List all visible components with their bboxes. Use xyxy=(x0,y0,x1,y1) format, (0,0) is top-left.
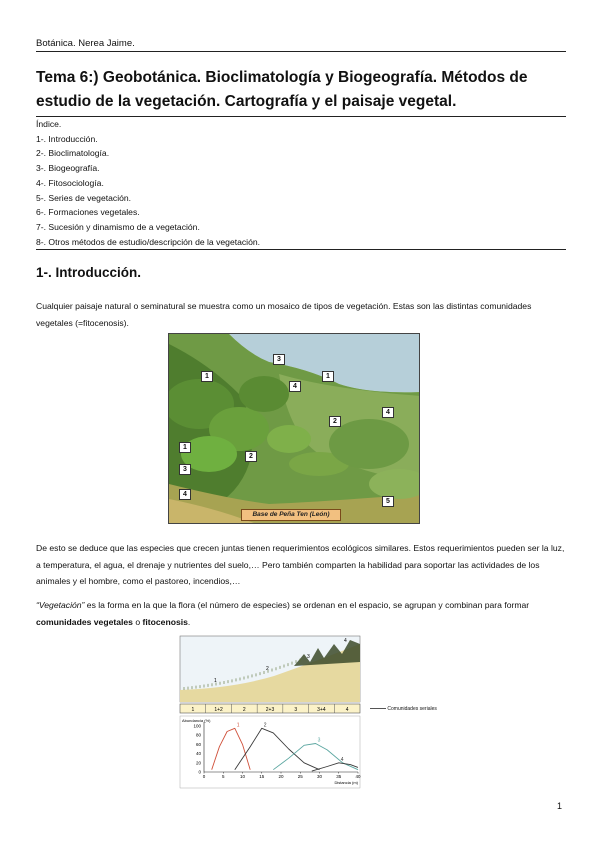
toc-item: 5-. Series de vegetación. xyxy=(36,192,132,203)
curve-label: 4 xyxy=(340,756,344,763)
toc-item: 2-. Bioclimatología. xyxy=(36,148,110,159)
paragraph-3-mid: o xyxy=(132,616,143,627)
seral-chart-svg xyxy=(174,632,368,790)
toc-item: 1-. Introducción. xyxy=(36,133,98,144)
legend-line xyxy=(370,708,386,709)
strip-label: 4 xyxy=(345,706,349,713)
page-title: Tema 6:) Geobotánica. Bioclimatología y Biogeografía. Métodos de estudio de la vegetación. Cartografía y el paisaje vegetal. xyxy=(36,69,528,110)
x-tick-label: 15 xyxy=(259,774,265,779)
legend-label-text: Comunidades seriales xyxy=(387,706,437,712)
y-axis-title: Abundancia (%) xyxy=(182,718,211,723)
photo-label: 4 xyxy=(179,489,191,500)
section-heading: 1-. Introducción. xyxy=(36,265,142,280)
landscape-photo xyxy=(168,333,420,524)
x-tick-label: 35 xyxy=(336,774,342,779)
term-vegetacion: “Vegetación” xyxy=(36,600,85,610)
paragraph-3-end: . xyxy=(187,616,191,627)
strip-label: 1 xyxy=(191,706,195,713)
y-tick-label: 100 xyxy=(193,723,201,729)
x-tick-label: 25 xyxy=(297,774,303,779)
strip-label: 2 xyxy=(242,706,246,713)
curve-label: 2 xyxy=(263,722,267,729)
photo-label: 2 xyxy=(245,451,257,462)
zone-label: 3 xyxy=(307,654,310,660)
zone-label: 4 xyxy=(344,638,347,644)
curve-label: 3 xyxy=(317,737,321,744)
paragraph-1: Cualquier paisaje natural o seminatural se muestra como un mosaico de tipos de vegetación. Estas son las distintas comunidades vegetales (=fitocenosis). xyxy=(36,301,532,328)
y-tick-label: 40 xyxy=(195,751,201,757)
legend-label xyxy=(370,706,437,712)
toc-item: 3-. Biogeografía. xyxy=(36,163,100,174)
zone-label: 2 xyxy=(266,666,269,672)
toc-item: 6-. Formaciones vegetales. xyxy=(36,207,140,218)
curve-label: 1 xyxy=(236,722,240,729)
photo-label: 1 xyxy=(179,442,191,453)
x-tick-label: 0 xyxy=(202,774,206,779)
toc-heading: Índice. xyxy=(36,119,62,129)
zone-label: 1 xyxy=(214,678,217,684)
chart-frame xyxy=(180,716,360,788)
paragraph-3 xyxy=(36,597,566,630)
x-tick-label: 20 xyxy=(278,774,284,779)
photo-label: 1 xyxy=(322,371,334,382)
photo-label: 5 xyxy=(382,496,394,507)
toc-item: 4-. Fitosociología. xyxy=(36,177,104,188)
strip-label: 2+3 xyxy=(265,706,275,713)
header-rule xyxy=(36,51,566,52)
term-fitocenosis: fitocenosis xyxy=(142,616,188,627)
toc-item: 7-. Sucesión y dinamismo de a vegetación. xyxy=(36,221,200,232)
strip-label: 3+4 xyxy=(317,706,326,713)
seral-communities-figure xyxy=(174,632,437,790)
photo-label: 1 xyxy=(201,371,213,382)
photo-caption: Base de Peña Ten (León) xyxy=(241,509,341,521)
running-header: Botánica. Nerea Jaime. xyxy=(36,38,135,49)
photo-label: 3 xyxy=(273,354,285,365)
toc-rule xyxy=(36,249,566,250)
toc-item: 8-. Otros métodos de estudio/descripción de la vegetación. xyxy=(36,236,261,247)
photo-label: 4 xyxy=(289,381,301,392)
photo-label: 3 xyxy=(179,464,191,475)
x-tick-label: 30 xyxy=(316,774,323,779)
x-tick-label: 5 xyxy=(221,774,225,779)
paragraph-2: De esto se deduce que las especies que crecen juntas tienen requerimientos ecológicos similares. Estos requerimientos pueden ser la luz, a temperatura, el agua, el drenaje y nutrientes del suelo,… Pero también comparten la habilidad para soportar las actividades de los animales y el hombre, como el pastoreo, incendios,… xyxy=(36,543,565,586)
y-tick-label: 20 xyxy=(195,760,201,766)
table-of-contents xyxy=(36,117,260,249)
x-tick-label: 40 xyxy=(355,774,361,779)
y-tick-label: 80 xyxy=(195,732,201,738)
paragraph-3-text: es la forma en la que la flora (el número de especies) se ordenan en el espacio, se agrupan y combinan para formar xyxy=(84,600,530,610)
y-tick-label: 60 xyxy=(195,741,201,747)
photo-label: 2 xyxy=(329,416,341,427)
x-tick-label: 10 xyxy=(239,774,246,779)
photo-label: 4 xyxy=(382,407,394,418)
abundance-chart xyxy=(180,716,361,788)
page-number: 1 xyxy=(557,801,563,811)
term-comunidades: comunidades vegetales xyxy=(36,616,133,627)
x-axis-title: Distancia (m) xyxy=(334,780,358,785)
strip-label: 1+2 xyxy=(214,706,223,713)
strip-label: 3 xyxy=(294,706,298,713)
y-tick-label: 0 xyxy=(198,769,201,775)
